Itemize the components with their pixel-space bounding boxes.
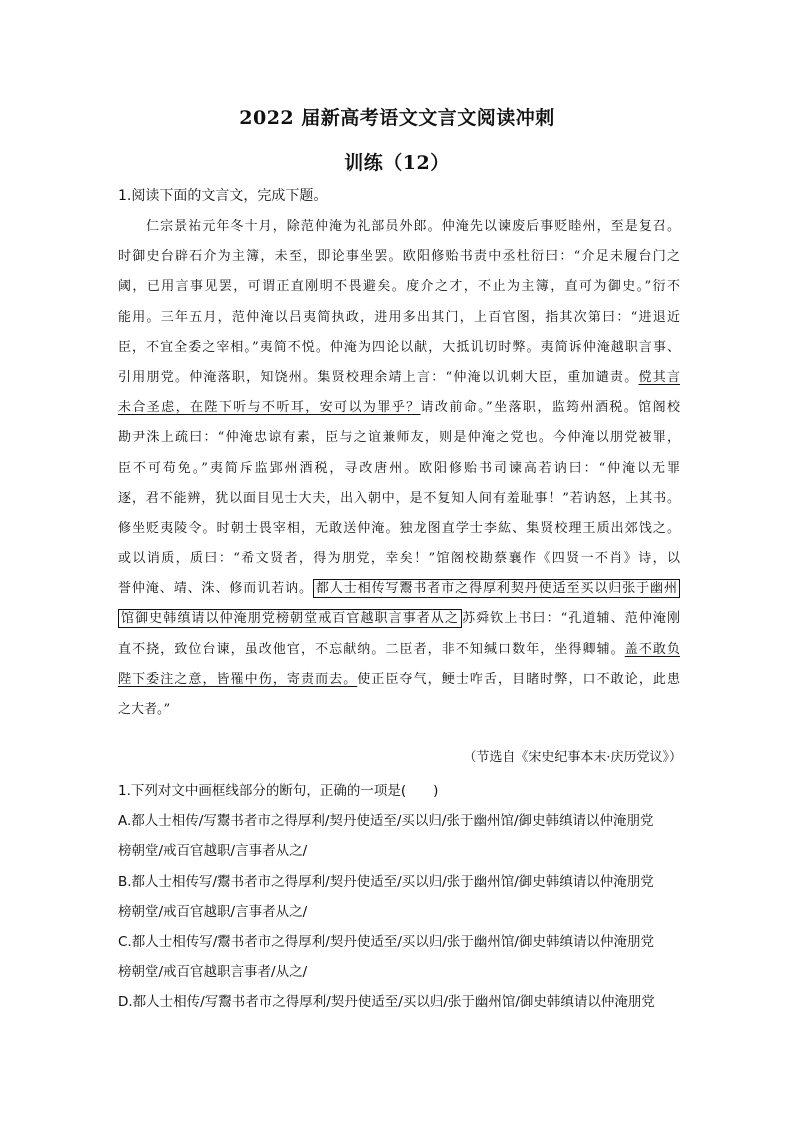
passage-text: 直不挠，致位台谏，虽改他官，不忘献纳。二臣者，非不知缄口数年，坐得卿辅。 <box>118 641 625 657</box>
passage-text: 请改前命。”坐落职，监筠州酒税。馆阁校 <box>420 400 680 416</box>
passage-line <box>118 574 680 604</box>
classical-passage <box>118 212 680 725</box>
underlined-sentence: 未合圣虑，在陛下听与不听耳，安可以为罪乎？ <box>118 400 421 416</box>
boxed-sentence: 都人士相传写鬻书者市之得厚利契丹使适至买以归张于幽州 <box>313 579 680 598</box>
underlined-sentence: 陛下委注之意，皆罹中伤，寄责而去。 <box>118 671 358 687</box>
option-c-cont: 榜朝堂/戒百官越职言事者/从之/ <box>118 964 308 981</box>
passage-line: 臣不可苟免。”夷简斥监郢州酒税，寻改唐州。欧阳修贻书司谏高若讷曰：“仲淹以无罪 <box>118 460 680 476</box>
passage-line: 之大者。” <box>118 702 171 717</box>
question-block <box>118 776 683 1018</box>
passage-text: 苏舜钦上书曰：“孔道辅、范仲淹刚 <box>462 611 680 627</box>
option-c: C.都人士相传写/鬻书者市之得厚利/契丹使适至/买以归/张于幽州馆/御史韩缜请以仲淹朋党 <box>118 933 654 950</box>
option-b-cont: 榜朝堂/戒百官越职/言事者从之/ <box>118 903 308 920</box>
option-b: B.都人士相传写/鬻书者市之得厚利/契丹使适至/买以归/张于幽州馆/御史韩缜请以仲淹朋党 <box>118 873 654 890</box>
document-subtitle: 训练（12） <box>344 152 450 174</box>
passage-line: 或以诮质，质曰：“希文贤者，得为朋党，幸矣！”馆阁校勘蔡襄作《四贤一不肖》诗，以 <box>118 551 680 567</box>
underlined-sentence: 盖不敢负 <box>624 641 680 657</box>
passage-text: 使正臣夺气，鲠士咋舌，目睹时弊，口不敢论，此患 <box>357 671 680 687</box>
passage-line: 修坐贬夷陵令。时朝士畏宰相，无敢送仲淹。独龙图直学士李紘、集贤校理王质出郊饯之。 <box>118 520 680 536</box>
question-stem: 1.下列对文中画框线部分的断句，正确的一项是( ) <box>118 783 439 799</box>
passage-line <box>118 665 680 695</box>
passage-line: 臣，不宜全委之宰相。”夷简不悦。仲淹为四论以献，大抵讥切时弊。夷简诉仲淹越职言事、 <box>118 339 680 355</box>
underlined-sentence: 傥其言 <box>638 369 680 385</box>
passage-text: 引用朋党。仲淹落职，知饶州。集贤校理余靖上言：“仲淹以讥刺大臣，重加谴责。 <box>118 369 639 385</box>
passage-line <box>118 635 680 665</box>
option-d: D.都人士相传/写鬻书者市之得厚利/契丹使适至/买以归/张于幽州馆/御史韩缜请以仲淹朋党 <box>118 994 655 1011</box>
passage-line: 时御史台辟石介为主簿，未至，即论事坐罢。欧阳修贻书责中丞杜衍曰：“介足未履台门之 <box>118 249 680 265</box>
passage-line <box>118 604 680 634</box>
passage-line: 阈，已用言事见罢，可谓正直刚明不畏避矣。度介之才，不止为主簿，直可为御史。”衍不 <box>118 279 680 295</box>
option-a-cont: 榜朝堂/戒百官越职/言事者从之/ <box>118 843 308 860</box>
passage-line: 仁宗景祐元年冬十月，除范仲淹为礼部员外郎。仲淹先以谏废后事贬睦州，至是复召。 <box>146 219 680 234</box>
option-a: A.都人士相传/写鬻书者市之得厚利/契丹使适至/买以归/张于幽州馆/御史韩缜请以仲淹朋党 <box>118 813 654 830</box>
passage-line <box>118 393 680 423</box>
passage-line: 勘尹洙上疏曰：“仲淹忠谅有素，臣与之谊兼师友，则是仲淹之党也。今仲淹以朋党被罪， <box>118 430 680 446</box>
passage-text: 誉仲淹、靖、洙、修而讥若讷。 <box>118 581 313 597</box>
passage-line: 能用。三年五月，范仲淹以吕夷简执政，进用多出其门，上百官图，指其次第曰：“进退近 <box>118 309 680 325</box>
passage-line: 逐，君不能辨，犹以面目见士大夫，出入朝中，是不复知人间有羞耻事！”若讷怒，上其书。 <box>118 490 680 506</box>
source-citation: （节选自《宋史纪事本末·庆历党议》） <box>463 750 682 765</box>
passage-line <box>118 363 680 393</box>
document-title: 2022 届新高考语文文言文阅读冲刺 <box>239 107 555 129</box>
question-header: 1.阅读下面的文言文，完成下题。 <box>118 188 328 204</box>
boxed-sentence: 馆御史韩缜请以仲淹朋党榜朝堂戒百官越职言事者从之 <box>118 609 462 628</box>
